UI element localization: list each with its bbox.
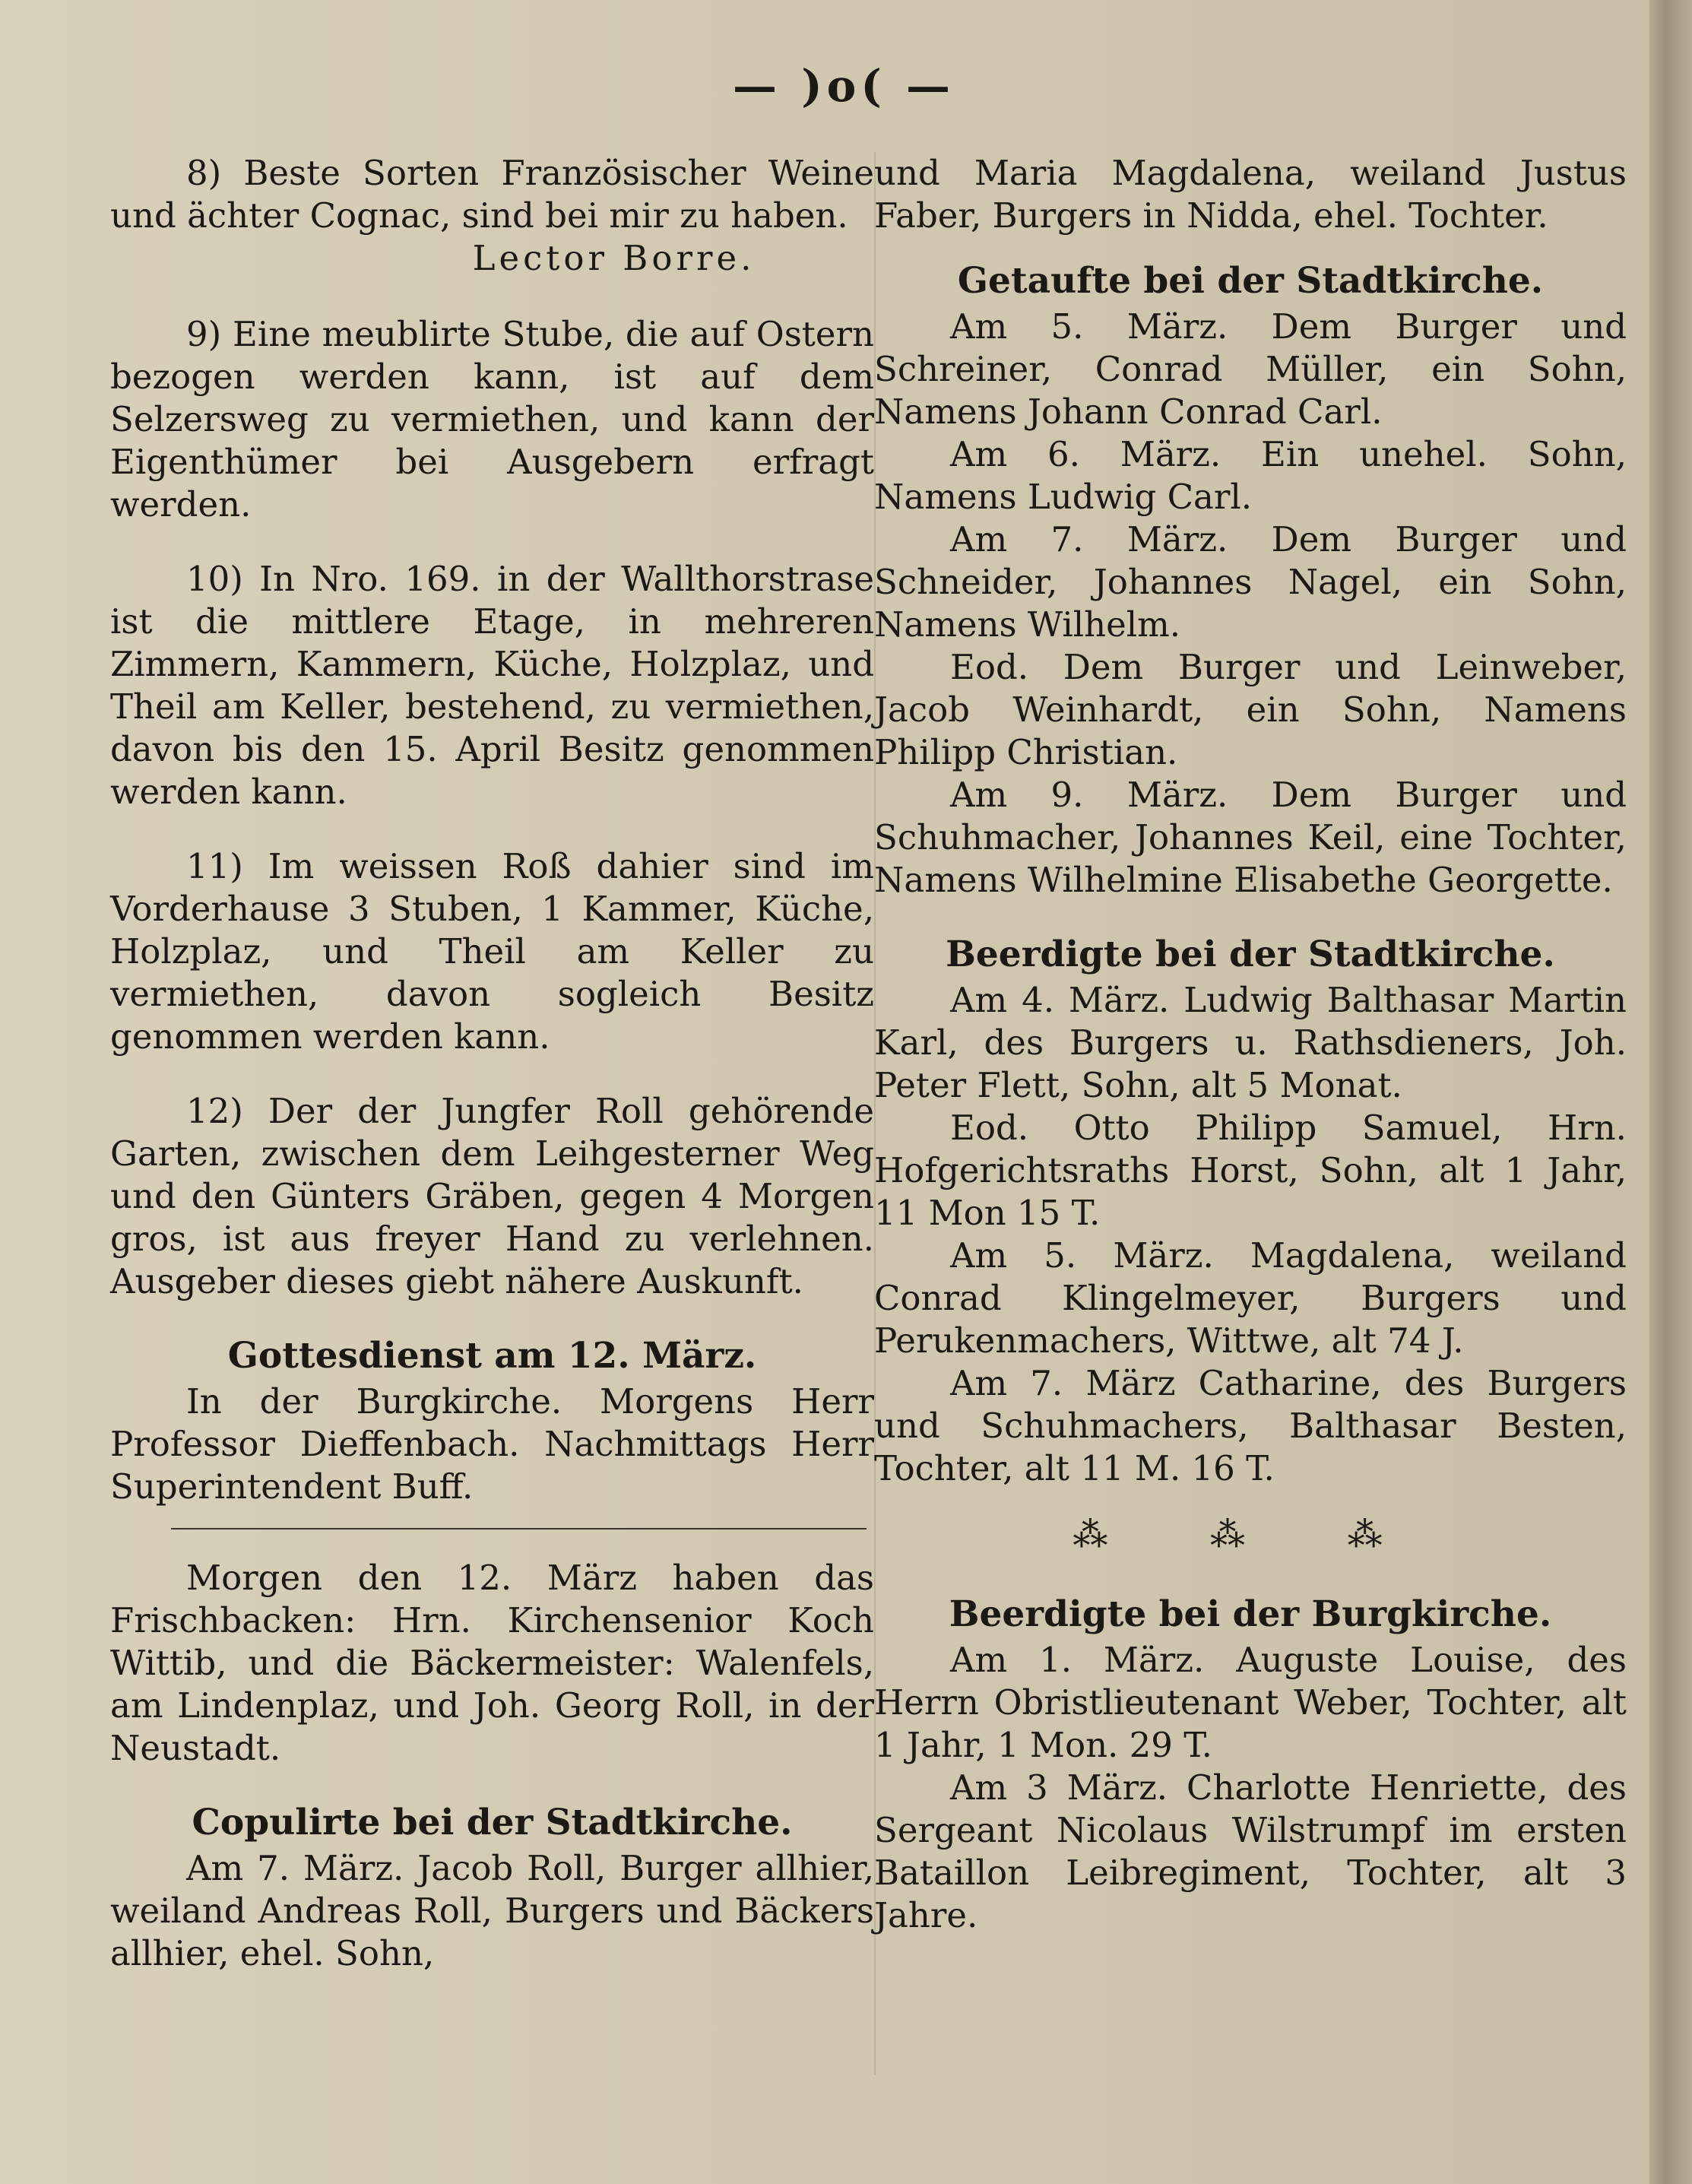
page-binding-edge	[1649, 0, 1692, 2184]
beerdigte-stadt-entry-3: Am 5. März. Magdalena, weiland Conrad Klingelmeyer, Burgers und Perukenmachers, Wittwe, alt 74 J.	[874, 1235, 1627, 1361]
notice-9: 9) Eine meublirte Stube, die auf Ostern bezogen werden kann, ist auf dem Selzersweg zu vermiethen, und kann der Eigenthümer bei Ausgebern erfragt werden.	[110, 314, 874, 525]
beerdigte-stadt-entry-4: Am 7. März Catharine, des Burgers und Schuhmachers, Balthasar Besten, Tochter, alt 11 M. 16 T.	[874, 1363, 1627, 1488]
copulirte-entry: Am 7. März. Jacob Roll, Burger allhier, weiland Andreas Roll, Burgers und Bäckers allhier, ehel. Sohn,	[110, 1848, 874, 1973]
notice-11: 11) Im weissen Roß dahier sind im Vorderhause 3 Stuben, 1 Kammer, Küche, Holzplaz, und Theil am Keller zu vermiethen, davon sogleich Besitz genommen werden kann.	[110, 846, 874, 1057]
gottesdienst-text: In der Burgkirche. Morgens Herr Professor Dieffenbach. Nachmittags Herr Superintendent Buff.	[110, 1381, 874, 1507]
heading-gottesdienst: Gottesdienst am 12. März.	[227, 1335, 757, 1377]
heading-beerdigte-burgkirche: Beerdigte bei der Burgkirche.	[949, 1593, 1552, 1635]
notice-12: 12) Der der Jungfer Roll gehörende Garten, zwischen dem Leihgesterner Weg und den Günters Gräben, gegen 4 Morgen gros, ist aus freyer Hand zu verlehnen. Ausgeber dieses giebt nähere Auskunft.	[110, 1091, 874, 1301]
getaufte-entry-2: Am 6. März. Ein unehel. Sohn, Namens Ludwig Carl.	[874, 434, 1627, 517]
heading-copulirte: Copulirte bei der Stadtkirche.	[192, 1802, 793, 1843]
notice-8-signature: Lector Borre.	[472, 238, 756, 278]
beerdigte-burg-entry-2: Am 3 März. Charlotte Henriette, des Sergeant Nicolaus Wilstrumpf im ersten Bataillon Leibregiment, Tochter, alt 3 Jahre.	[874, 1767, 1627, 1935]
frischbacken-notice: Morgen den 12. März haben das Frischbacken: Hrn. Kirchensenior Koch Wittib, und die Bäckermeister: Walenfels, am Lindenplaz, und Joh. Georg Roll, in der Neustadt.	[110, 1558, 874, 1768]
beerdigte-burg-entry-1: Am 1. März. Auguste Louise, des Herrn Obristlieutenant Weber, Tochter, alt 1 Jahr, 1 Mon. 29 T.	[874, 1640, 1627, 1765]
notice-8: 8) Beste Sorten Französischer Weine und ächter Cognac, sind bei mir zu haben.	[110, 153, 874, 236]
asterism-ornament: ⁂ ⁂ ⁂	[1073, 1514, 1428, 1555]
right-column	[874, 152, 1627, 1937]
getaufte-entry-3: Am 7. März. Dem Burger und Schneider, Johannes Nagel, ein Sohn, Namens Wilhelm.	[874, 519, 1627, 645]
getaufte-entry-5: Am 9. März. Dem Burger und Schuhmacher, Johannes Keil, eine Tochter, Namens Wilhelmine Elisabethe Georgette.	[874, 775, 1627, 900]
getaufte-entry-1: Am 5. März. Dem Burger und Schreiner, Conrad Müller, ein Sohn, Namens Johann Conrad Carl.	[874, 306, 1627, 432]
copulirte-entry-continued: und Maria Magdalena, weiland Justus Faber, Burgers in Nidda, ehel. Tochter.	[874, 153, 1627, 236]
left-column	[110, 152, 874, 1975]
beerdigte-stadt-entry-2: Eod. Otto Philipp Samuel, Hrn. Hofgerichtsraths Horst, Sohn, alt 1 Jahr, 11 Mon 15 T.	[874, 1108, 1627, 1233]
notice-10: 10) In Nro. 169. in der Wallthorstrase ist die mittlere Etage, in mehreren Zimmern, Kammern, Küche, Holzplaz, und Theil am Keller, bestehend, zu vermiethen, davon bis den 15. April Besitz genommen werden kann.	[110, 559, 874, 812]
heading-getaufte: Getaufte bei der Stadtkirche.	[957, 260, 1544, 302]
section-rule	[171, 1528, 867, 1529]
heading-beerdigte-stadtkirche: Beerdigte bei der Stadtkirche.	[946, 934, 1555, 975]
page-header-ornament: — )o( —	[733, 60, 955, 112]
beerdigte-stadt-entry-1: Am 4. März. Ludwig Balthasar Martin Karl, des Burgers u. Rathsdieners, Joh. Peter Flett, Sohn, alt 5 Monat.	[874, 980, 1627, 1105]
getaufte-entry-4: Eod. Dem Burger und Leinweber, Jacob Weinhardt, ein Sohn, Namens Philipp Christian.	[874, 647, 1627, 772]
